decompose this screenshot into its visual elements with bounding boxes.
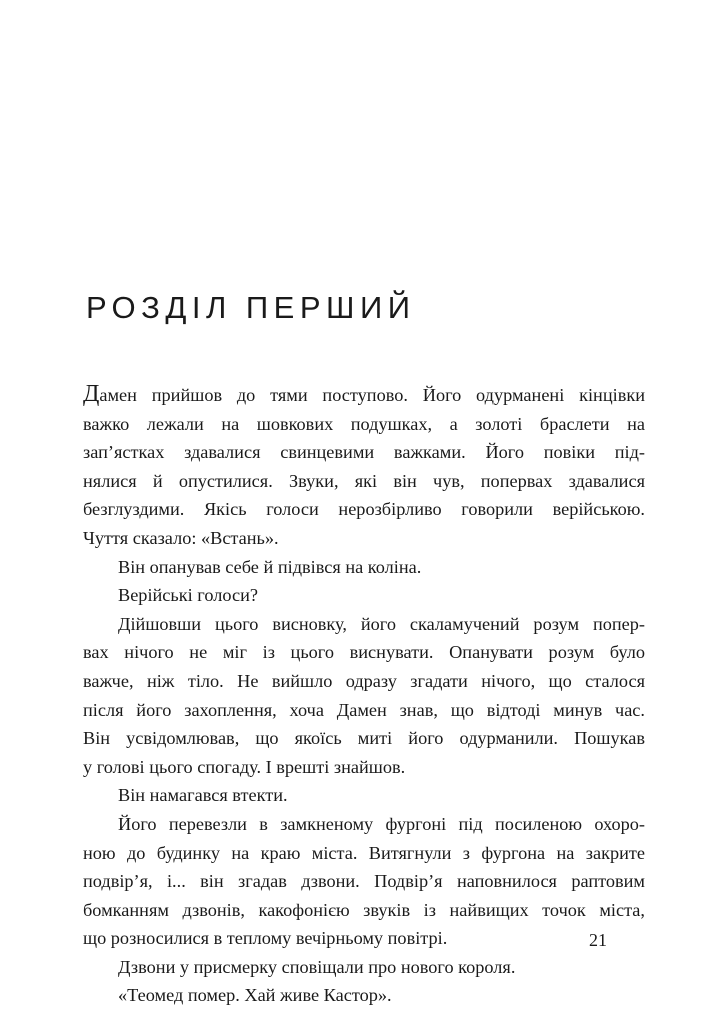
text-line: [83, 381, 645, 410]
text-line: важче, ніж тіло. Не вийшло одразу згадати нічого, що сталося: [83, 670, 645, 691]
text-line: Дзвони у присмерку сповіщали про нового короля.: [118, 956, 516, 977]
chapter-title: РОЗДІЛ ПЕРШИЙ: [86, 290, 416, 325]
text-line: нялися й опустилися. Звуки, які він чув, попервах здавалися: [83, 470, 645, 491]
text-line-content: амен прийшов до тями поступово. Його одурманені кінцівки: [99, 385, 645, 405]
text-line: Чуття сказало: «Встань».: [83, 527, 279, 548]
text-line: Він намагався втекти.: [118, 785, 288, 806]
text-line: Дійшовши цього висновку, його скаламучений розум попер-: [118, 613, 645, 634]
text-line: Він опанував себе й підвівся на коліна.: [118, 556, 422, 577]
body-text: [83, 381, 645, 1010]
text-line: у голові цього спогаду. І врешті знайшов.: [83, 756, 406, 777]
text-line: важко лежали на шовкових подушках, а золоті браслети на: [83, 413, 645, 434]
text-line: вах нічого не міг із цього виснувати. Опанувати розум було: [83, 642, 645, 663]
text-line: Його перевезли в замкненому фургоні під посиленою охоро-: [118, 813, 645, 834]
text-line: безглуздими. Якісь голоси нерозбірливо говорили верійською.: [83, 499, 645, 520]
text-line: що розносилися в теплому вечірньому повітрі.: [83, 928, 448, 949]
text-line: Він усвідомлював, що якоїсь миті його одурманили. Пошукав: [83, 728, 645, 749]
text-line: «Теомед помер. Хай живе Кастор».: [118, 985, 392, 1006]
text-line: зап’ястках здавалися свинцевими важками. Його повіки під-: [83, 442, 645, 463]
text-line: подвір’я, і... він згадав дзвони. Подвір’я наповнилося раптовим: [83, 871, 645, 892]
text-line: бомканням дзвонів, какофонією звуків із найвищих точок міста,: [83, 899, 645, 920]
initial-letter: Д: [83, 381, 100, 407]
text-line: ною до будинку на краю міста. Витягнули з фургона на закрите: [83, 842, 645, 863]
text-line: Верійські голоси?: [118, 585, 258, 606]
page-number: 21: [589, 930, 607, 950]
text-line: після його захоплення, хоча Дамен знав, що відтоді минув час.: [83, 699, 645, 720]
